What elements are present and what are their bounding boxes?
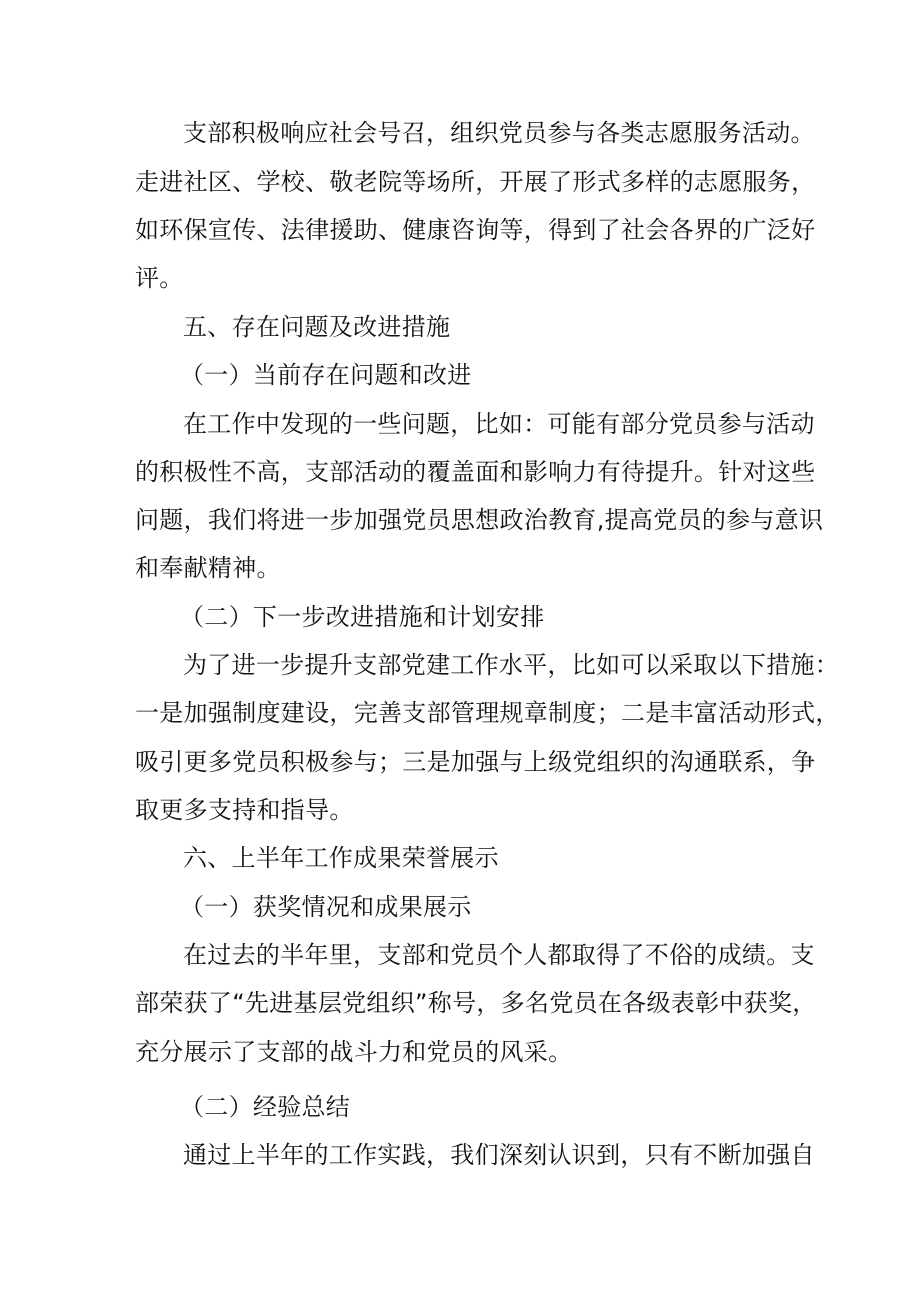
paragraph-line: 通过上半年的工作实践，我们深刻认识到，只有不断加强自 <box>183 1141 815 1169</box>
paragraph-line: 充分展示了支部的战斗力和党员的风采。 <box>135 1038 573 1066</box>
paragraph-line: 在过去的半年里，支部和党员个人都取得了不俗的成绩。支 <box>183 941 815 969</box>
paragraph-line: 部荣获了“先进基层党组织”称号，多名党员在各级表彰中获奖， <box>135 989 817 1017</box>
section-heading: 五、存在问题及改进措施 <box>183 313 451 341</box>
paragraph-line: 在工作中发现的一些问题，比如：可能有部分党员参与活动 <box>183 410 815 438</box>
paragraph-line: 走进社区、学校、敬老院等场所，开展了形式多样的志愿服务， <box>135 168 816 196</box>
section-heading: 六、上半年工作成果荣誉展示 <box>183 844 499 872</box>
paragraph-line: 如环保宣传、法律援助、健康咨询等，得到了社会各界的广泛好 <box>135 216 816 244</box>
paragraph-line: 和奉献精神。 <box>135 554 281 582</box>
subsection-heading: （二）经验总结 <box>180 1093 351 1121</box>
paragraph-line: 取更多支持和指导。 <box>135 796 354 824</box>
paragraph-line: 问题，我们将进一步加强党员思想政治教育,提高党员的参与意识 <box>135 506 824 534</box>
paragraph-line: 的积极性不高，支部活动的覆盖面和影响力有待提升。针对这些 <box>135 458 816 486</box>
subsection-heading: （二）下一步改进措施和计划安排 <box>180 603 545 631</box>
subsection-heading: （一）获奖情况和成果展示 <box>180 893 472 921</box>
paragraph-line: 一是加强制度建设，完善支部管理规章制度；二是丰富活动形式， <box>135 699 840 727</box>
paragraph-line: 评。 <box>135 264 184 292</box>
subsection-heading: （一）当前存在问题和改进 <box>180 361 472 389</box>
paragraph-line: 支部积极响应社会号召，组织党员参与各类志愿服务活动。 <box>183 119 815 147</box>
paragraph-line: 为了进一步提升支部党建工作水平，比如可以采取以下措施： <box>183 651 840 679</box>
paragraph-line: 吸引更多党员积极参与；三是加强与上级党组织的沟通联系，争 <box>135 748 816 776</box>
